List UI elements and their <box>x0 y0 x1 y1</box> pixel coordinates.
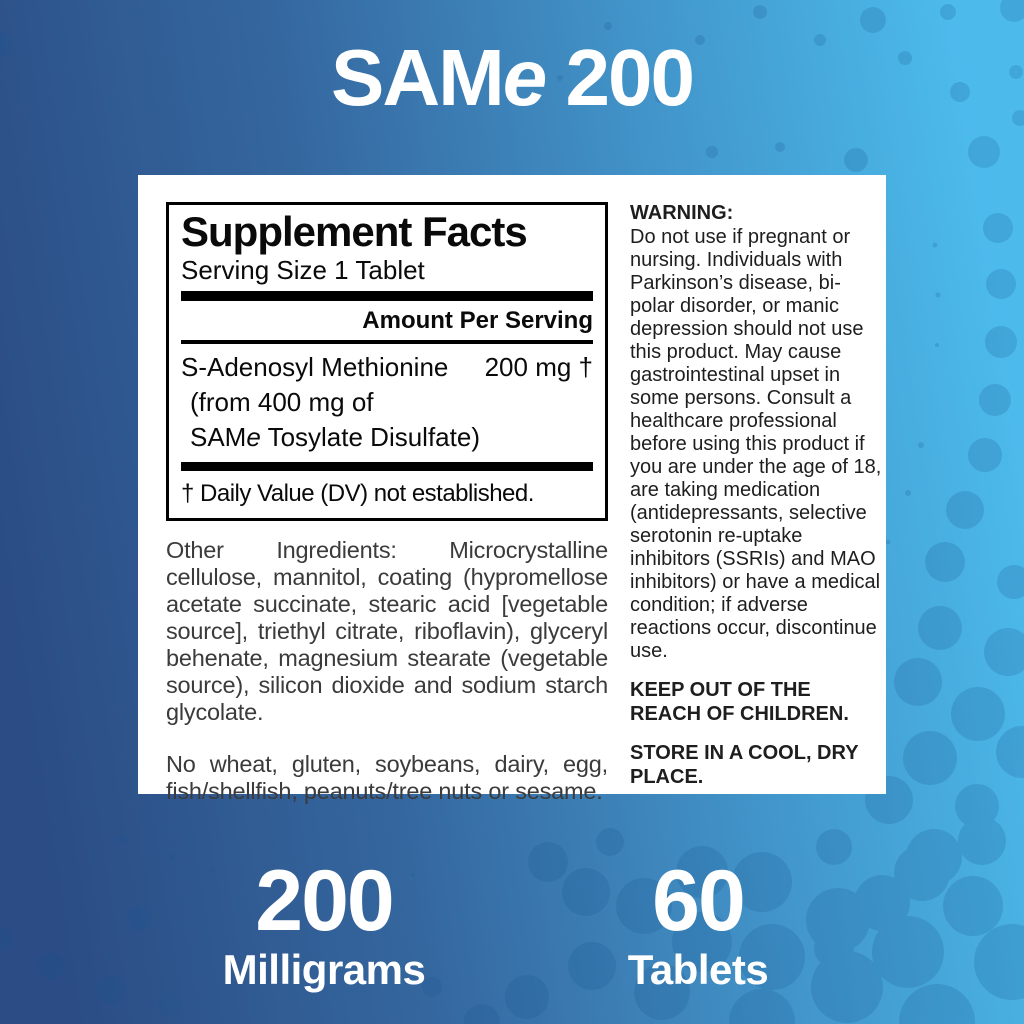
ingredient-source-line-2 <box>190 423 593 453</box>
storage-notice: STORE IN A COOL, DRY PLACE. <box>630 742 859 788</box>
divider-thin <box>181 340 593 344</box>
other-ingredients-paragraph: Other Ingredients: Microcrystalline cellulose, mannitol, coating (hypromellose acetate succinate, stearic acid [vegetable source], triethyl citrate, riboflavin), glyceryl behenate, magnesium stearate (vegetable source), silicon dioxide and sodium starch glycolate. <box>166 537 608 726</box>
ingredient-source-italic-e: e <box>246 422 261 453</box>
ingredient-row <box>181 353 593 383</box>
keep-out-of-reach-notice: KEEP OUT OF THE REACH OF CHILDREN. <box>630 679 849 725</box>
label-card <box>138 175 886 805</box>
supplement-facts-heading: Supplement Facts <box>181 208 527 255</box>
ingredient-source-line-1: (from 400 mg of <box>190 387 374 418</box>
count-badge <box>548 853 848 993</box>
ingredient-source-prefix: SAM <box>190 422 247 453</box>
warning-heading: WARNING: <box>630 202 734 224</box>
divider-thick-bottom <box>181 462 593 471</box>
count-value: 60 <box>652 853 744 949</box>
count-unit: Tablets <box>627 946 769 993</box>
warning-column <box>630 202 884 789</box>
ingredient-source-rest: Tosylate Disulfate) <box>260 422 480 453</box>
divider-thick <box>181 291 593 301</box>
label-left-column <box>166 202 608 805</box>
ingredient-amount: 200 mg † <box>484 352 593 383</box>
dosage-badge <box>174 853 474 993</box>
supplement-facts-panel <box>166 202 608 521</box>
allergen-statement-paragraph: No wheat, gluten, soybeans, dairy, egg, fish/shellfish, peanuts/tree nuts or sesame. <box>166 751 608 805</box>
warning-body: Do not use if pregnant or nursing. Individuals with Parkinson’s disease, bi-polar disorder, or manic depression should not use this product. May cause gastrointestinal upset in some persons. Consult a healthcare professional before using this product if you are under the age of 18, are taking medication (antidepressants, selective serotonin re-uptake inhibitors (SSRIs) and MAO inhibitors) or have a medical condition; if adverse reactions occur, discontinue use. <box>630 226 882 662</box>
amount-per-serving-heading: Amount Per Serving <box>362 306 593 334</box>
daily-value-footnote: † Daily Value (DV) not established. <box>181 480 534 508</box>
product-title-italic-e: e <box>502 33 546 122</box>
ingredient-name: S-Adenosyl Methionine <box>181 352 449 383</box>
product-title-prefix: SAM <box>331 33 503 122</box>
dosage-unit: Milligrams <box>222 946 426 993</box>
product-title-suffix: 200 <box>545 33 693 122</box>
product-title <box>0 33 1024 122</box>
serving-size: Serving Size 1 Tablet <box>181 255 425 286</box>
dosage-value: 200 <box>255 853 393 949</box>
